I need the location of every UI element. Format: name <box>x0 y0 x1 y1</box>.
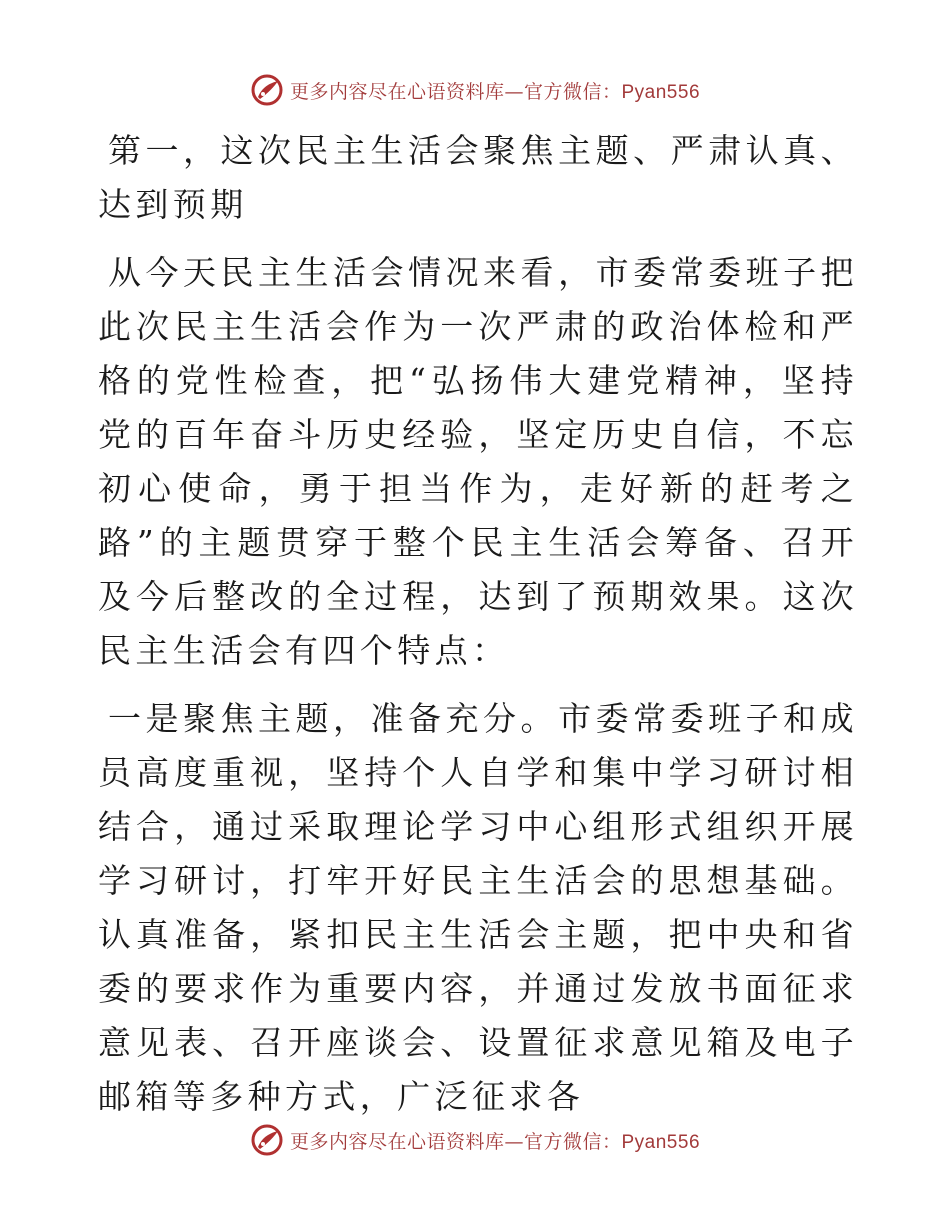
document-body <box>98 124 858 1138</box>
section-heading: 第一，这次民主生活会聚焦主题、严肃认真、达到预期 <box>98 131 858 224</box>
pen-logo-icon <box>250 73 284 107</box>
paragraph-overview: 从今天民主生活会情况来看，市委常委班子把此次民主生活会作为一次严肃的政治体检和严格的党性检查，把“弘扬伟大建党精神，坚持党的百年奋斗历史经验，坚定历史自信，不忘初心使命，勇于担当作为，走好新的赶考之路”的主题贯穿于整个民主生活会筹备、召开及今后整改的全过程，达到了预期效果。这次民主生活会有四个特点： <box>98 253 858 670</box>
watermark-label: 更多内容尽在心语资料库—官方微信： <box>289 80 622 103</box>
paragraph-feature-one: 一是聚焦主题，准备充分。市委常委班子和成员高度重视，坚持个人自学和集中学习研讨相结合，通过采取理论学习中心组形式组织开展学习研讨，打牢开好民主生活会的思想基础。认真准备，紧扣民主生活会主题，把中央和省委的要求作为重要内容，并通过发放书面征求意见表、召开座谈会、设置征求意见箱及电子邮箱等多种方式，广泛征求各 <box>98 699 858 1116</box>
watermark-text <box>290 1127 700 1154</box>
pen-logo-icon <box>250 1123 284 1157</box>
footer-watermark <box>0 1120 950 1160</box>
header-watermark <box>0 70 950 110</box>
watermark-label: 更多内容尽在心语资料库—官方微信： <box>289 1130 622 1153</box>
watermark-text <box>290 77 700 104</box>
watermark-wechat-id: Pyan556 <box>621 1131 701 1153</box>
watermark-wechat-id: Pyan556 <box>621 81 701 103</box>
